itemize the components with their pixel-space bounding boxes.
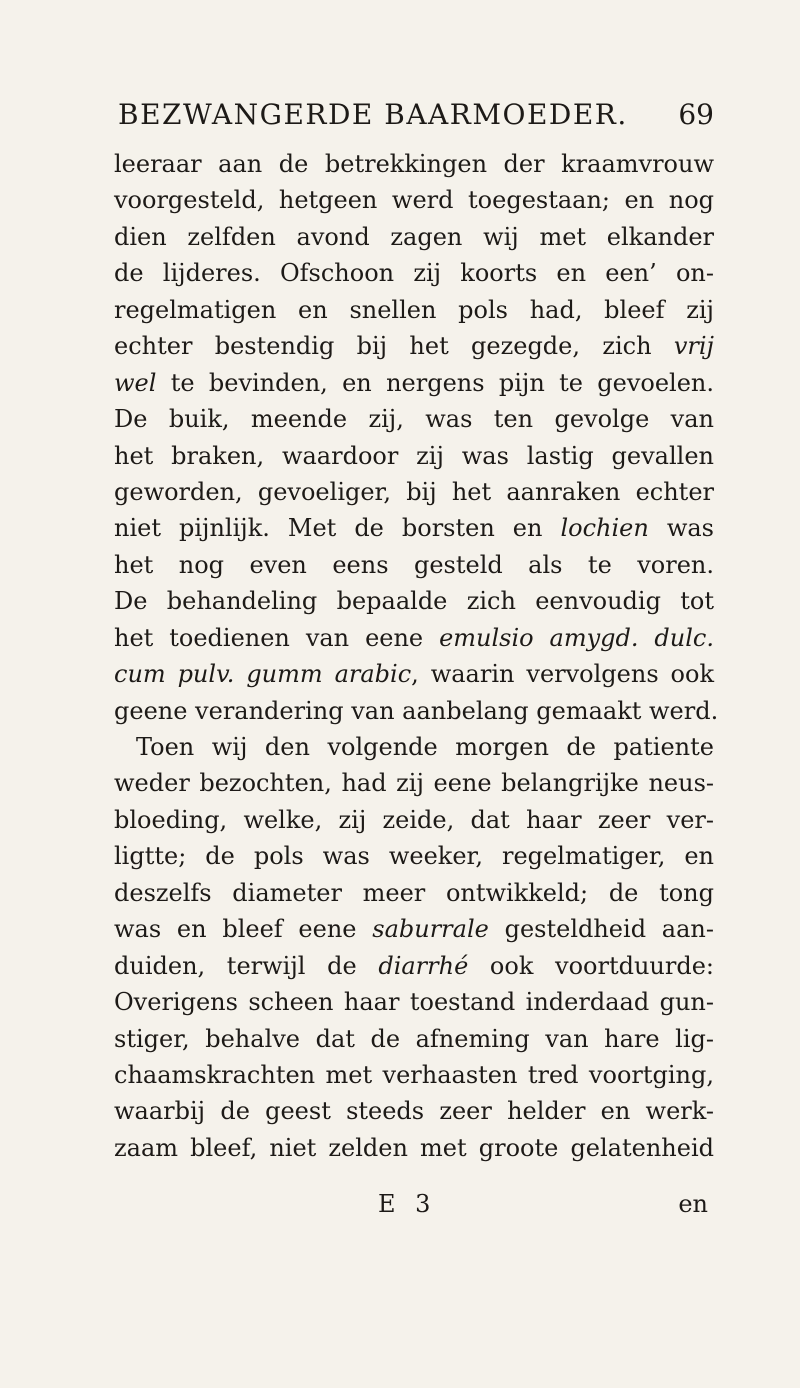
- text-line: [114, 438, 714, 474]
- text-segment: De behandeling bepaalde zich eenvoudig tot: [114, 587, 714, 616]
- text-segment: dien zelfden avond zagen wij met elkander: [114, 222, 714, 251]
- text-segment: te bevinden, en nergens pijn te gevoelen.: [156, 368, 714, 397]
- italic-text: vrij: [673, 332, 714, 361]
- text-line: [114, 729, 714, 765]
- text-segment: geene verandering van aanbelang gemaakt werd.: [114, 696, 719, 725]
- text-segment: geworden, gevoeliger, bij het aanraken echter: [114, 477, 714, 506]
- text-segment: De buik, meende zij, was ten gevolge van: [114, 405, 714, 434]
- text-segment: , waarin vervolgens ook: [411, 660, 714, 689]
- page-number: 69: [678, 98, 714, 131]
- text-line: [114, 255, 714, 291]
- body-text: [114, 146, 719, 1166]
- text-line: [114, 948, 714, 984]
- text-segment: ook voortduurde:: [468, 951, 714, 980]
- text-line: [114, 693, 719, 729]
- text-line: [114, 401, 714, 437]
- running-head: [118, 98, 714, 138]
- text-line: [114, 802, 714, 838]
- printer-signature: E 3: [378, 1190, 437, 1218]
- italic-text: emulsio amygd. dulc.: [439, 623, 714, 652]
- text-line: [114, 474, 714, 510]
- text-segment: waarbij de geest steeds zeer helder en werk-: [114, 1097, 714, 1126]
- catchword: en: [678, 1190, 708, 1218]
- text-line: [114, 510, 714, 546]
- text-segment: weder bezochten, had zij eene belangrijke neus-: [114, 769, 714, 798]
- text-line: [114, 620, 714, 656]
- italic-text: cum pulv. gumm arabic: [114, 660, 412, 689]
- text-segment: gesteldheid aan-: [488, 915, 714, 944]
- text-line: [114, 583, 714, 619]
- text-line: [114, 547, 714, 583]
- text-segment: deszelfs diameter meer ontwikkeld; de tong: [114, 878, 714, 907]
- text-segment: regelmatigen en snellen pols had, bleef zij: [114, 295, 714, 324]
- text-segment: de lijderes. Ofschoon zij koorts en een’ on-: [114, 259, 714, 288]
- text-segment: echter bestendig bij het gezegde, zich: [114, 332, 674, 361]
- text-line: [114, 656, 714, 692]
- running-title: BEZWANGERDE BAARMOEDER.: [118, 98, 628, 131]
- text-line: [114, 838, 714, 874]
- text-line: [114, 1057, 714, 1093]
- text-segment: leeraar aan de betrekkingen der kraamvrouw: [114, 150, 714, 178]
- text-segment: duiden, terwijl de: [114, 951, 379, 980]
- text-line: [114, 1021, 714, 1057]
- italic-text: saburrale: [372, 915, 489, 944]
- text-segment: was: [648, 514, 714, 543]
- text-line: [114, 984, 714, 1020]
- text-line: [114, 219, 714, 255]
- text-segment: was en bleef eene: [114, 915, 373, 944]
- page-footer: [114, 1190, 714, 1232]
- text-segment: het nog even eens gesteld als te voren.: [114, 550, 714, 579]
- text-segment: het braken, waardoor zij was lastig gevallen: [114, 441, 714, 470]
- text-line: [114, 1093, 714, 1129]
- text-line: [114, 292, 714, 328]
- text-line: [114, 1130, 714, 1166]
- text-line: [114, 328, 714, 364]
- text-segment: Overigens scheen haar toestand inderdaad gun-: [114, 988, 714, 1017]
- text-segment: bloeding, welke, zij zeide, dat haar zeer ver-: [114, 805, 714, 834]
- text-line: [114, 365, 714, 401]
- text-line: [114, 875, 714, 911]
- italic-text: lochien: [560, 514, 649, 543]
- text-line: [114, 911, 714, 947]
- text-segment: voorgesteld, hetgeen werd toegestaan; en nog: [114, 186, 714, 215]
- text-segment: niet pijnlijk. Met de borsten en: [114, 514, 561, 543]
- text-segment: zaam bleef, niet zelden met groote gelatenheid: [114, 1133, 714, 1162]
- text-segment: het toedienen van eene: [114, 623, 440, 652]
- text-segment: stiger, behalve dat de afneming van hare lig-: [114, 1024, 714, 1053]
- text-line: [114, 765, 714, 801]
- italic-text: diarrhé: [378, 951, 469, 980]
- italic-text: wel: [114, 368, 157, 397]
- text-segment: chaamskrachten met verhaasten tred voortging,: [114, 1060, 714, 1089]
- text-line: [114, 182, 714, 218]
- text-segment: Toen wij den volgende morgen de patiente: [136, 733, 714, 761]
- text-segment: ligtte; de pols was weeker, regelmatiger, en: [114, 842, 714, 871]
- text-line: [114, 146, 714, 182]
